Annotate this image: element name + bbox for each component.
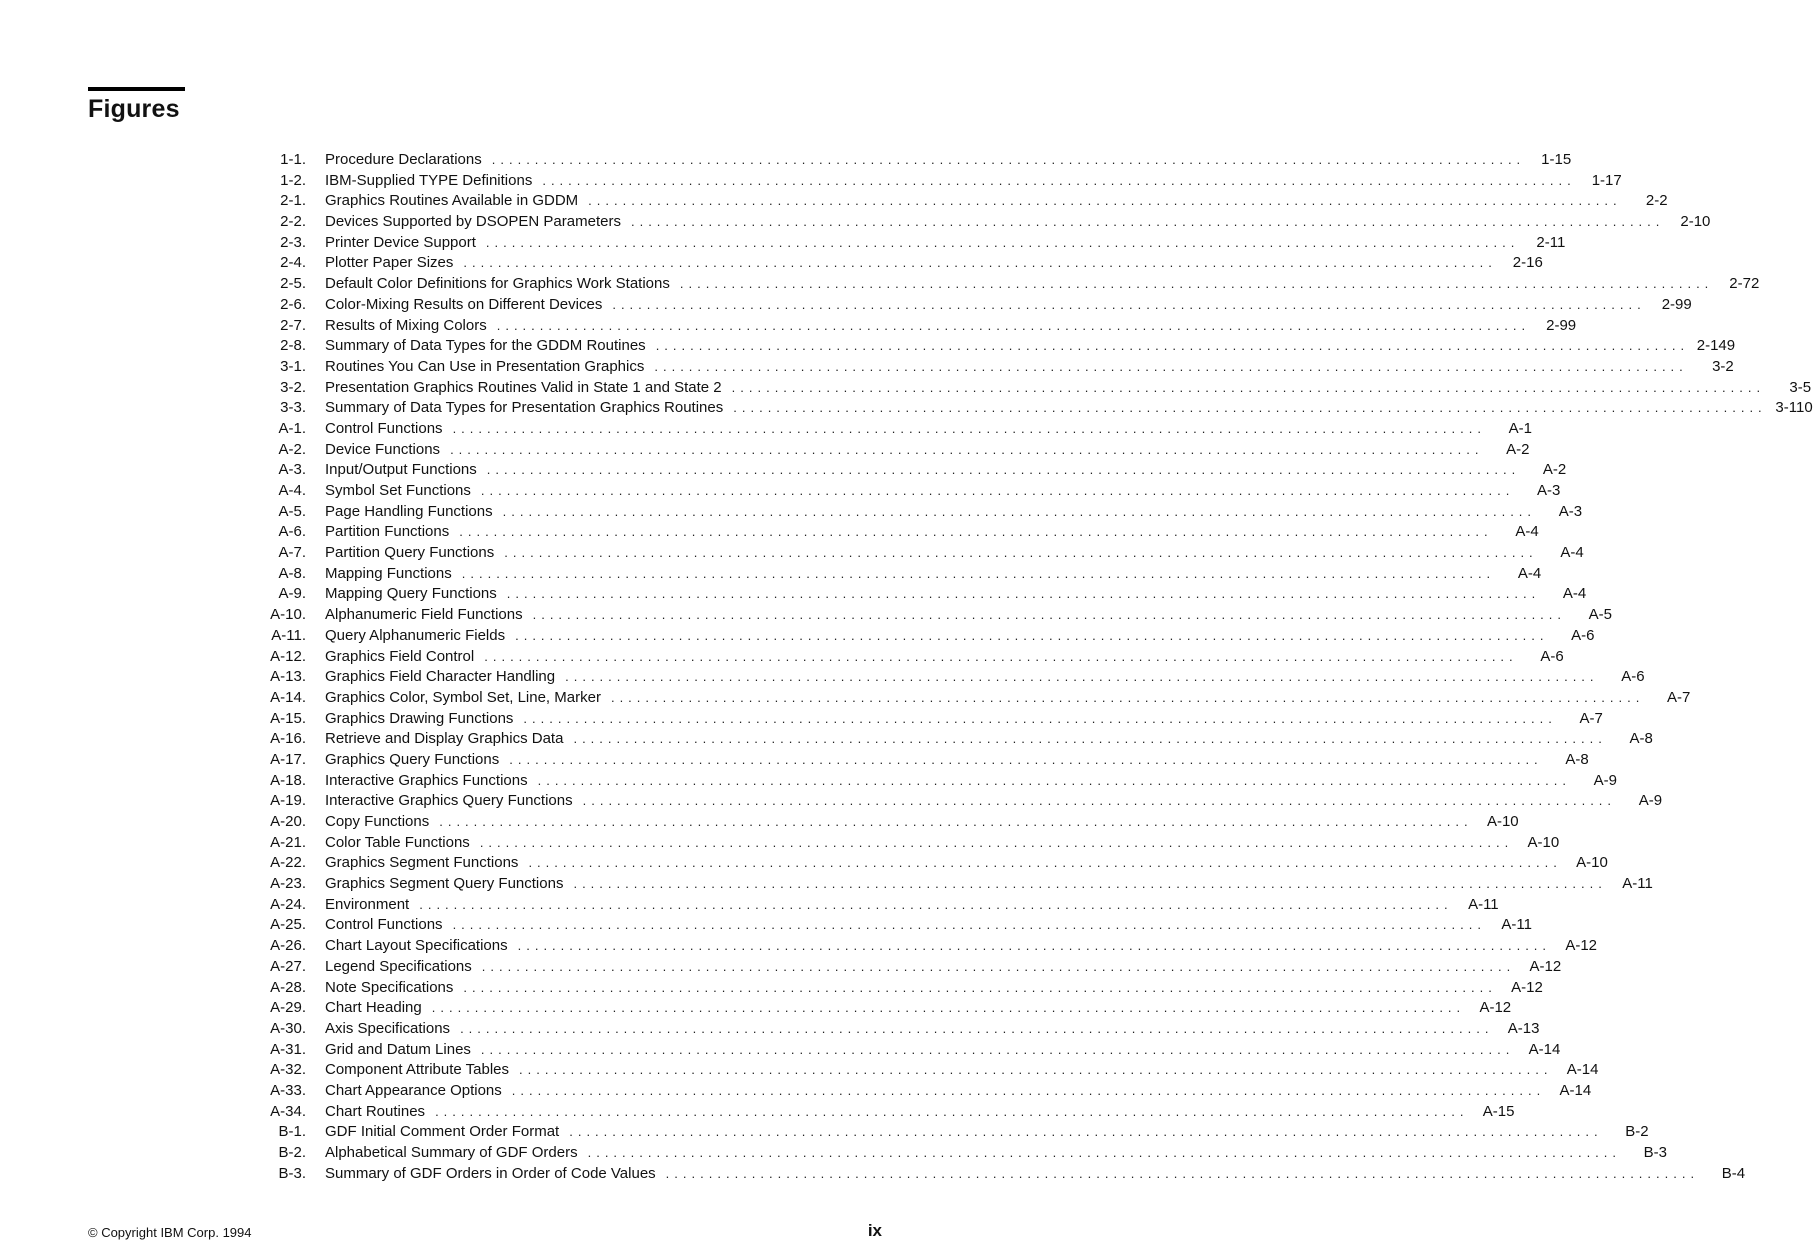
- figure-title: Presentation Graphics Routines Valid in State 1 and State 2: [325, 378, 722, 396]
- figure-page: A-9: [1638, 792, 1663, 810]
- figure-title: Chart Routines: [325, 1102, 426, 1120]
- dot-leader: ........................................................................................................................: [461, 565, 1496, 581]
- figure-number: 2-5.: [280, 275, 306, 293]
- figure-title: Devices Supported by DSOPEN Parameters: [325, 213, 621, 231]
- figure-page: A-13: [1507, 1019, 1540, 1037]
- figure-page: A-4: [1560, 544, 1584, 562]
- figure-title: Graphics Color, Symbol Set, Line, Marker: [325, 688, 601, 706]
- figure-number: A-3.: [278, 461, 306, 479]
- figure-entry[interactable]: [240, 378, 1812, 399]
- figure-entry[interactable]: [240, 771, 1618, 792]
- figure-page: A-12: [1479, 999, 1512, 1017]
- figure-number: A-20.: [270, 813, 306, 830]
- dot-leader: ........................................................................................................................: [435, 1103, 1469, 1119]
- figure-page: A-14: [1566, 1061, 1599, 1079]
- figure-title: Graphics Field Character Handling: [325, 668, 556, 686]
- figure-number: A-24.: [270, 895, 306, 913]
- figure-title: Mapping Functions: [325, 564, 452, 582]
- figure-number: A-23.: [270, 875, 306, 893]
- figure-title: IBM-Supplied TYPE Definitions: [325, 171, 533, 189]
- figure-title: Note Specifications: [325, 978, 454, 996]
- figure-title: Device Functions: [325, 440, 441, 458]
- figure-page: 3-5: [1789, 378, 1812, 396]
- figure-number: A-5.: [278, 502, 306, 520]
- figure-number: 2-2.: [280, 213, 306, 231]
- figure-entry[interactable]: [240, 398, 1813, 419]
- heading-rule: [88, 87, 185, 91]
- figure-entry[interactable]: [240, 522, 1539, 543]
- figure-page: A-9: [1593, 771, 1618, 789]
- dot-leader: ........................................................................................................................: [485, 234, 1520, 250]
- figure-entry[interactable]: [240, 191, 1668, 212]
- figure-entry[interactable]: [240, 915, 1532, 936]
- dot-leader: ........................................................................................................................: [519, 1062, 1553, 1078]
- figure-page: 3-110: [1775, 399, 1813, 417]
- dot-leader: ........................................................................................................................: [491, 152, 1526, 167]
- figure-number: A-13.: [270, 668, 306, 686]
- dot-leader: ........................................................................................................................: [573, 731, 1607, 747]
- dot-leader: ........................................................................................................................: [450, 441, 1484, 457]
- dot-leader: ........................................................................................................................: [459, 524, 1493, 540]
- dot-leader: ........................................................................................................................: [452, 917, 1486, 933]
- figure-entry[interactable]: [240, 1019, 1540, 1040]
- dot-leader: ........................................................................................................................: [463, 979, 1497, 995]
- dot-leader: ........................................................................................................................: [431, 1000, 1466, 1016]
- figure-entry[interactable]: [240, 853, 1608, 874]
- figure-number: A-1.: [278, 419, 306, 437]
- figure-number: A-18.: [270, 771, 306, 789]
- dot-leader: ........................................................................................................................: [654, 358, 1688, 374]
- figure-number: A-30.: [270, 1019, 306, 1037]
- dot-leader: ........................................................................................................................: [419, 896, 1453, 912]
- figure-entry[interactable]: [240, 1143, 1668, 1164]
- figure-entry[interactable]: [240, 729, 1653, 750]
- figure-entry[interactable]: [240, 688, 1691, 709]
- dot-leader: ........................................................................................................................: [486, 462, 1521, 478]
- figure-number: A-15.: [270, 709, 306, 727]
- figure-number: A-31.: [270, 1040, 306, 1058]
- dot-leader: ........................................................................................................................: [496, 317, 1531, 333]
- figure-entry[interactable]: [240, 564, 1542, 585]
- figure-entry[interactable]: [240, 274, 1760, 295]
- figure-title: Partition Query Functions: [325, 544, 495, 562]
- figure-number: A-22.: [270, 854, 306, 872]
- figure-page: A-10: [1486, 813, 1519, 830]
- figure-title: Graphics Drawing Functions: [325, 709, 514, 727]
- figure-page: A-4: [1517, 564, 1542, 582]
- figure-number: A-2.: [278, 440, 306, 458]
- figure-number: 1-1.: [280, 151, 306, 168]
- figure-entry[interactable]: [240, 750, 1589, 771]
- figure-entry[interactable]: [240, 978, 1543, 999]
- figure-entry[interactable]: [240, 957, 1562, 978]
- dot-leader: ........................................................................................................................: [528, 855, 1562, 871]
- figure-page: A-2: [1506, 440, 1530, 458]
- dot-leader: ........................................................................................................................: [504, 545, 1538, 561]
- figure-entry[interactable]: [240, 626, 1595, 647]
- figure-page: 2-11: [1536, 233, 1566, 251]
- figure-page: A-12: [1565, 937, 1598, 955]
- figure-page: 2-16: [1512, 254, 1543, 272]
- figure-title: Results of Mixing Colors: [325, 316, 487, 334]
- figure-page: A-14: [1528, 1040, 1561, 1058]
- figure-title: Graphics Query Functions: [325, 750, 500, 768]
- figure-entry[interactable]: [240, 419, 1532, 440]
- figure-entry[interactable]: [240, 1122, 1649, 1143]
- figure-number: A-28.: [270, 978, 306, 996]
- figure-title: Chart Appearance Options: [325, 1081, 502, 1099]
- figure-number: 2-4.: [280, 254, 306, 272]
- figure-page: A-11: [1468, 895, 1499, 913]
- dot-leader: ........................................................................................................................: [511, 1082, 1546, 1098]
- dot-leader: ........................................................................................................................: [439, 814, 1473, 829]
- figure-number: A-7.: [278, 544, 306, 562]
- figure-page: 1-17: [1591, 171, 1622, 189]
- figure-title: Graphics Segment Query Functions: [325, 875, 564, 893]
- dot-leader: ........................................................................................................................: [537, 772, 1572, 788]
- dot-leader: ........................................................................................................................: [452, 420, 1486, 436]
- figure-number: A-4.: [278, 482, 306, 499]
- figure-number: A-26.: [270, 937, 306, 955]
- figure-number: B-1.: [278, 1123, 306, 1141]
- figure-entry[interactable]: [240, 667, 1645, 688]
- dot-leader: ........................................................................................................................: [679, 276, 1714, 292]
- dot-leader: ........................................................................................................................: [542, 172, 1576, 188]
- figure-title: Summary of Data Types for the GDDM Routines: [325, 337, 646, 355]
- dot-leader: ........................................................................................................................: [655, 338, 1690, 354]
- figure-number: A-25.: [270, 916, 306, 934]
- dot-leader: ........................................................................................................................: [610, 689, 1645, 705]
- figure-page: A-15: [1482, 1102, 1515, 1120]
- figure-page: A-5: [1588, 606, 1613, 624]
- figure-page: A-4: [1562, 585, 1587, 603]
- figure-number: A-19.: [270, 792, 306, 810]
- figure-entry[interactable]: [240, 791, 1663, 812]
- figure-page: A-8: [1565, 750, 1589, 768]
- dot-leader: ........................................................................................................................: [463, 255, 1497, 271]
- copyright-notice: © Copyright IBM Corp. 1994: [88, 1225, 252, 1240]
- page-number: ix: [867, 1221, 882, 1240]
- figure-number: A-8.: [278, 564, 306, 582]
- figure-page: A-3: [1558, 502, 1583, 520]
- figure-number: 3-3.: [280, 399, 306, 417]
- figure-entry[interactable]: [240, 647, 1564, 668]
- figure-page: A-14: [1559, 1081, 1592, 1099]
- figure-number: A-29.: [270, 999, 306, 1017]
- figure-title: Summary of GDF Orders in Order of Code Values: [325, 1164, 656, 1182]
- figure-page: A-6: [1571, 626, 1595, 644]
- figure-number: 3-1.: [280, 357, 306, 375]
- dot-leader: ........................................................................................................................: [582, 793, 1617, 809]
- figure-entry[interactable]: [240, 1040, 1561, 1061]
- figure-title: Graphics Field Control: [325, 647, 475, 665]
- figure-title: Graphics Routines Available in GDDM: [325, 192, 579, 210]
- dot-leader: ........................................................................................................................: [502, 503, 1537, 519]
- figure-number: 2-7.: [280, 316, 306, 334]
- figure-number: A-34.: [270, 1102, 306, 1120]
- figure-entry[interactable]: [240, 357, 1734, 378]
- figure-number: A-21.: [270, 833, 306, 851]
- figure-title: Alphabetical Summary of GDF Orders: [325, 1144, 578, 1161]
- figure-title: Plotter Paper Sizes: [325, 254, 454, 272]
- figure-page: A-3: [1536, 482, 1561, 499]
- dot-leader: ........................................................................................................................: [523, 710, 1557, 726]
- figure-title: Query Alphanumeric Fields: [325, 626, 506, 644]
- figure-number: 2-3.: [280, 233, 306, 251]
- figure-title: Symbol Set Functions: [325, 482, 471, 499]
- figure-number: 2-6.: [280, 295, 306, 313]
- figure-number: 3-2.: [280, 378, 306, 396]
- dot-leader: ........................................................................................................................: [569, 1124, 1603, 1140]
- figure-title: Grid and Datum Lines: [325, 1040, 471, 1058]
- figures-list: [240, 150, 1813, 1184]
- dot-leader: ........................................................................................................................: [532, 607, 1567, 623]
- figure-page: A-10: [1527, 833, 1560, 851]
- page-title: Figures: [88, 95, 180, 123]
- figure-entry[interactable]: [240, 171, 1622, 192]
- figure-page: A-12: [1511, 978, 1543, 996]
- figure-page: B-3: [1643, 1144, 1668, 1161]
- figure-title: Mapping Query Functions: [325, 585, 497, 603]
- figure-entry[interactable]: [240, 212, 1711, 233]
- figure-entry[interactable]: [240, 936, 1598, 957]
- dot-leader: ........................................................................................................................: [665, 1165, 1700, 1181]
- figure-title: Input/Output Functions: [325, 461, 477, 479]
- figure-title: Axis Specifications: [325, 1019, 451, 1037]
- figure-title: Color-Mixing Results on Different Devices: [325, 295, 603, 313]
- figure-entry[interactable]: [240, 709, 1603, 730]
- figure-number: B-2.: [278, 1144, 306, 1161]
- figure-page: A-6: [1621, 668, 1645, 686]
- dot-leader: ........................................................................................................................: [509, 751, 1543, 767]
- figure-number: A-11.: [271, 626, 306, 644]
- figure-title: Default Color Definitions for Graphics Work Stations: [325, 275, 670, 293]
- figure-entry[interactable]: [240, 543, 1584, 564]
- figure-title: Graphics Segment Functions: [325, 854, 519, 872]
- figure-title: Chart Layout Specifications: [325, 937, 508, 955]
- figure-entry[interactable]: [240, 233, 1566, 254]
- figure-number: 2-1.: [280, 192, 306, 210]
- dot-leader: ........................................................................................................................: [481, 958, 1516, 974]
- figure-page: A-10: [1576, 854, 1608, 872]
- figure-title: Environment: [325, 895, 410, 913]
- figure-entry[interactable]: [240, 502, 1583, 523]
- figure-page: A-1: [1508, 419, 1532, 437]
- figure-entry[interactable]: [240, 584, 1587, 605]
- dot-leader: ........................................................................................................................: [565, 669, 1599, 685]
- figure-page: A-6: [1540, 647, 1564, 665]
- dot-leader: ........................................................................................................................: [612, 296, 1646, 312]
- figure-number: A-9.: [278, 585, 306, 603]
- figure-title: Color Table Functions: [325, 833, 470, 851]
- figure-entry[interactable]: [240, 998, 1512, 1019]
- figure-number: A-32.: [270, 1061, 306, 1079]
- figure-entry[interactable]: [240, 253, 1543, 274]
- figure-title: Control Functions: [325, 419, 443, 437]
- dot-leader: ........................................................................................................................: [506, 586, 1541, 602]
- figure-entry[interactable]: [240, 1060, 1599, 1081]
- figure-entry[interactable]: [240, 1102, 1515, 1123]
- figure-page: 2-72: [1729, 275, 1760, 293]
- figure-title: Page Handling Functions: [325, 502, 493, 520]
- figure-number: 2-8.: [280, 337, 306, 355]
- figure-page: 2-99: [1546, 316, 1577, 334]
- figure-number: B-3.: [278, 1164, 306, 1182]
- figure-page: 3-2: [1712, 357, 1734, 375]
- figure-page: B-4: [1721, 1164, 1746, 1182]
- figure-page: A-7: [1667, 688, 1691, 706]
- dot-leader: ........................................................................................................................: [517, 938, 1552, 954]
- figure-page: A-11: [1501, 916, 1532, 934]
- figure-title: Summary of Data Types for Presentation Graphics Routines: [325, 399, 724, 417]
- figure-entry[interactable]: [240, 895, 1499, 916]
- figure-title: GDF Initial Comment Order Format: [325, 1123, 560, 1141]
- dot-leader: ........................................................................................................................: [573, 876, 1607, 892]
- figure-number: A-17.: [270, 750, 306, 768]
- figure-entry[interactable]: [240, 460, 1567, 481]
- figure-number: A-6.: [278, 523, 306, 541]
- figure-entry[interactable]: [240, 440, 1530, 461]
- figure-entry[interactable]: [240, 150, 1572, 171]
- figure-title: Interactive Graphics Query Functions: [325, 792, 573, 810]
- figure-page: 2-2: [1645, 192, 1668, 210]
- figure-title: Partition Functions: [325, 523, 450, 541]
- figure-title: Legend Specifications: [325, 957, 472, 975]
- figure-entry[interactable]: [240, 481, 1561, 502]
- figure-page: A-2: [1542, 461, 1567, 479]
- figure-page: A-12: [1529, 957, 1562, 975]
- figure-number: A-27.: [270, 957, 306, 975]
- figure-title: Control Functions: [325, 916, 443, 934]
- figure-number: 1-2.: [280, 171, 306, 189]
- figure-title: Copy Functions: [325, 813, 430, 830]
- figure-title: Procedure Declarations: [325, 151, 482, 168]
- figure-number: A-33.: [270, 1081, 306, 1099]
- figure-entry[interactable]: [240, 833, 1560, 854]
- figure-entry[interactable]: [240, 812, 1519, 833]
- dot-leader: ........................................................................................................................: [484, 648, 1518, 664]
- figure-title: Routines You Can Use in Presentation Graphics: [325, 357, 645, 375]
- figure-title: Alphanumeric Field Functions: [325, 606, 523, 624]
- figure-page: 1-15: [1541, 151, 1572, 168]
- figure-title: Printer Device Support: [325, 233, 476, 251]
- figure-entry[interactable]: [240, 605, 1613, 626]
- figure-entry[interactable]: [240, 295, 1692, 316]
- figure-page: 2-10: [1680, 213, 1711, 231]
- dot-leader: ........................................................................................................................: [587, 1145, 1622, 1160]
- dot-leader: ........................................................................................................................: [733, 400, 1767, 416]
- figure-title: Chart Heading: [325, 999, 422, 1017]
- figure-page: 2-149: [1696, 337, 1736, 355]
- figure-entry[interactable]: [240, 1164, 1746, 1185]
- figure-entry[interactable]: [240, 874, 1653, 895]
- figure-entry[interactable]: [240, 316, 1577, 337]
- figure-entry[interactable]: [240, 336, 1736, 357]
- dot-leader: ........................................................................................................................: [515, 627, 1549, 643]
- figure-title: Retrieve and Display Graphics Data: [325, 730, 564, 748]
- figure-entry[interactable]: [240, 1081, 1592, 1102]
- dot-leader: ........................................................................................................................: [630, 214, 1665, 230]
- figure-number: A-14.: [270, 688, 306, 706]
- dot-leader: ........................................................................................................................: [479, 834, 1514, 850]
- figure-page: 2-99: [1661, 295, 1692, 313]
- figure-page: A-11: [1622, 875, 1653, 893]
- figure-page: A-8: [1629, 730, 1653, 748]
- figure-number: A-16.: [270, 730, 306, 748]
- figure-number: A-10.: [270, 606, 306, 624]
- dot-leader: ........................................................................................................................: [731, 379, 1766, 395]
- dot-leader: ........................................................................................................................: [460, 1020, 1494, 1036]
- figure-page: A-4: [1515, 523, 1539, 541]
- figure-number: A-12.: [270, 647, 306, 665]
- dot-leader: ........................................................................................................................: [480, 1041, 1515, 1057]
- dot-leader: ........................................................................................................................: [588, 193, 1622, 209]
- figure-page: B-2: [1625, 1123, 1649, 1141]
- figure-page: A-7: [1579, 709, 1603, 727]
- dot-leader: ........................................................................................................................: [480, 483, 1515, 498]
- figure-title: Component Attribute Tables: [325, 1061, 510, 1079]
- figure-title: Interactive Graphics Functions: [325, 771, 528, 789]
